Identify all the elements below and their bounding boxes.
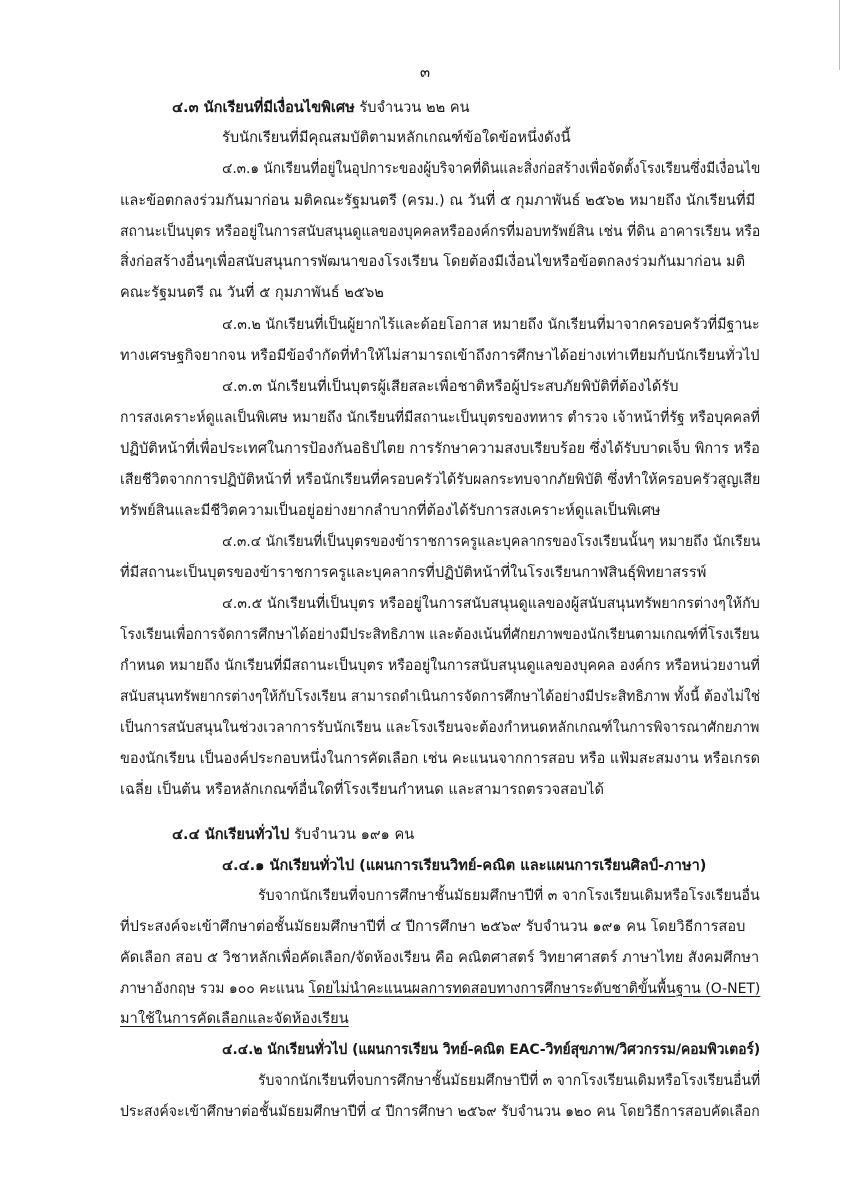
- paragraph-line: ที่มีสถานะเป็นบุตรของข้าราชการครูและบุคลากรที่ปฏิบัติหน้าที่ในโรงเรียนกาฬสินธุ์พิทยาสรรพ์: [120, 564, 707, 581]
- paragraph-line: รับจากนักเรียนที่จบการศึกษาชั้นมัธยมศึกษาปีที่ ๓ จากโรงเรียนเดิมหรือโรงเรียนอื่นที่: [258, 1072, 761, 1089]
- paragraph-line: ๔.๓.๔ นักเรียนที่เป็นบุตรของข้าราชการครูและบุคลากรของโรงเรียนนั้นๆ หมายถึง นักเรียน: [222, 533, 761, 550]
- subsection-heading-4-4-2: ๔.๔.๒ นักเรียนทั่วไป (แผนการเรียน วิทย์-คณิต EAC-วิทย์สุขภาพ/วิศวกรรม/คอมพิวเตอร์): [222, 1041, 761, 1058]
- subsection-heading-4-4-1: ๔.๔.๑ นักเรียนทั่วไป (แผนการเรียนวิทย์-คณิต และแผนการเรียนศิลป์-ภาษา): [222, 857, 707, 874]
- paragraph-line: โรงเรียนเพื่อการจัดการศึกษาได้อย่างมีประสิทธิภาพ และต้องเน้นที่ศักยภาพของนักเรียนตามเกณฑ์ที่โรงเรียน: [120, 626, 760, 643]
- paragraph-text: ภาษาอังกฤษ รวม ๑๐๐ คะแนน: [120, 980, 309, 997]
- paragraph-line: เป็นการสนับสนุนในช่วงเวลาการรับนักเรียน และโรงเรียนจะต้องกำหนดหลักเกณฑ์ในการพิจารณาศักยภาพ: [120, 719, 760, 736]
- paragraph-line: ๔.๓.๑ นักเรียนที่อยู่ในอุปการะของผู้บริจาคที่ดินและสิ่งก่อสร้างเพื่อจัดตั้งโรงเรียนซึ่งมีเงื่อนไข: [222, 160, 761, 177]
- paragraph-line: ๔.๓.๕ นักเรียนที่เป็นบุตร หรืออยู่ในการสนับสนุนดูแลของผู้สนับสนุนทรัพยากรต่างๆให้กับ: [222, 595, 760, 612]
- section-quota: รับจำนวน ๑๙๑ คน: [289, 826, 415, 843]
- paragraph-line: สิ่งก่อสร้างอื่นๆเพื่อสนับสนุนการพัฒนาของโรงเรียน โดยต้องมีเงื่อนไขหรือข้อตกลงร่วมกันมาก่อน มติ: [120, 253, 746, 270]
- paragraph-line: ที่ประสงค์จะเข้าศึกษาต่อชั้นมัธยมศึกษาปีที่ ๔ ปีการศึกษา ๒๕๖๙ รับจำนวน ๑๙๑ คน โดยวิธีการสอบ: [120, 918, 746, 935]
- section-heading-4-4: [172, 826, 414, 844]
- underlined-note: มาใช้ในการคัดเลือกและจัดห้องเรียน: [120, 1010, 349, 1027]
- section-title: ๔.๓ นักเรียนที่มีเงื่อนไขพิเศษ: [172, 99, 355, 116]
- paragraph-line: รับจากนักเรียนที่จบการศึกษาชั้นมัธยมศึกษาปีที่ ๓ จากโรงเรียนเดิมหรือโรงเรียนอื่น: [258, 887, 760, 904]
- paragraph-line: สถานะเป็นบุตร หรืออยู่ในการสนับสนุนดูแลของบุคคลหรือองค์กรที่มอบทรัพย์สิน เช่น ที่ดิน อาคารเรียน หรือ: [120, 223, 761, 240]
- paragraph-line: สนับสนุนทรัพยากรต่างๆให้กับโรงเรียน สามารถดำเนินการจัดการศึกษาได้อย่างมีประสิทธิภาพ ทั้งนี้ ต้องไม่ใช่: [120, 688, 761, 705]
- section-heading-4-3: [172, 99, 470, 117]
- paragraph-line: ประสงค์จะเข้าศึกษาต่อชั้นมัธยมศึกษาปีที่ ๔ ปีการศึกษา ๒๕๖๙ รับจำนวน ๑๒๐ คน โดยวิธีการสอบคัดเลือก: [120, 1103, 760, 1120]
- underlined-note: โดยไม่นำคะแนนผลการทดสอบทางการศึกษาระดับชาติขั้นพื้นฐาน (O-NET): [308, 980, 761, 997]
- paragraph-line: ทางเศรษฐกิจยากจน หรือมีข้อจำกัดที่ทำให้ไม่สามารถเข้าถึงการศึกษาได้อย่างเท่าเทียมกับนักเรียนทั่วไป: [120, 347, 760, 364]
- paragraph-line: ๔.๓.๒ นักเรียนที่เป็นผู้ยากไร้และด้อยโอกาส หมายถึง นักเรียนที่มาจากครอบครัวที่มีฐานะ: [222, 316, 760, 333]
- paragraph-line: คณะรัฐมนตรี ณ วันที่ ๕ กุมภาพันธ์ ๒๕๖๒: [120, 284, 384, 301]
- paragraph-line: กำหนด หมายถึง นักเรียนที่มีสถานะเป็นบุตร หรืออยู่ในการสนับสนุนดูแลของบุคคล องค์กร หรือหน่วยงานที่: [120, 657, 760, 674]
- paragraph-line: การสงเคราะห์ดูแลเป็นพิเศษ หมายถึง นักเรียนที่มีสถานะเป็นบุตรของทหาร ตำรวจ เจ้าหน้าที่รัฐ หรือบุคคลที่: [120, 409, 760, 426]
- paragraph-line: [120, 980, 760, 998]
- page-number: ๓: [419, 63, 431, 81]
- paragraph-line: ๔.๓.๓ นักเรียนที่เป็นบุตรผู้เสียสละเพื่อชาติหรือผู้ประสบภัยพิบัติที่ต้องได้รับ: [222, 378, 679, 395]
- paragraph-line: ทรัพย์สินและมีชีวิตความเป็นอยู่อย่างยากลำบากที่ต้องได้รับการสงเคราะห์ดูแลเป็นพิเศษ: [120, 502, 661, 519]
- paragraph-line: คัดเลือก สอบ ๕ วิชาหลักเพื่อคัดเลือก/จัดห้องเรียน คือ คณิตศาสตร์ วิทยาศาสตร์ ภาษาไทย สังคมศึกษา: [120, 949, 760, 966]
- paragraph-line: เฉลี่ย เป็นต้น หรือหลักเกณฑ์อื่นใดที่โรงเรียนกำหนด และสามารถตรวจสอบได้: [120, 781, 604, 798]
- paragraph-line: และข้อตกลงร่วมกันมาก่อน มติคณะรัฐมนตรี (ครม.) ณ วันที่ ๕ กุมภาพันธ์ ๒๕๖๒ หมายถึง นักเรียนที่มี: [120, 192, 756, 209]
- section-quota: รับจำนวน ๒๒ คน: [354, 99, 470, 116]
- paragraph-line: ของนักเรียน เป็นองค์ประกอบหนึ่งในการคัดเลือก เช่น คะแนนจากการสอบ หรือ แฟ้มสะสมงาน หรือเกรด: [120, 750, 760, 767]
- paragraph-line: ปฏิบัติหน้าที่เพื่อประเทศในการป้องกันอธิปไตย การรักษาความสงบเรียบร้อย ซึ่งได้รับบาดเจ็บ พิการ หรือ: [120, 440, 760, 457]
- section-intro: รับนักเรียนที่มีคุณสมบัติตามหลักเกณฑ์ข้อใดข้อหนึ่งดังนี้: [222, 129, 571, 146]
- section-title: ๔.๔ นักเรียนทั่วไป: [172, 826, 290, 843]
- paragraph-line: เสียชีวิตจากการปฏิบัติหน้าที่ หรือนักเรียนที่ครอบครัวได้รับผลกระทบจากภัยพิบัติ ซึ่งทำให้ครอบครัวสูญเสีย: [120, 471, 761, 488]
